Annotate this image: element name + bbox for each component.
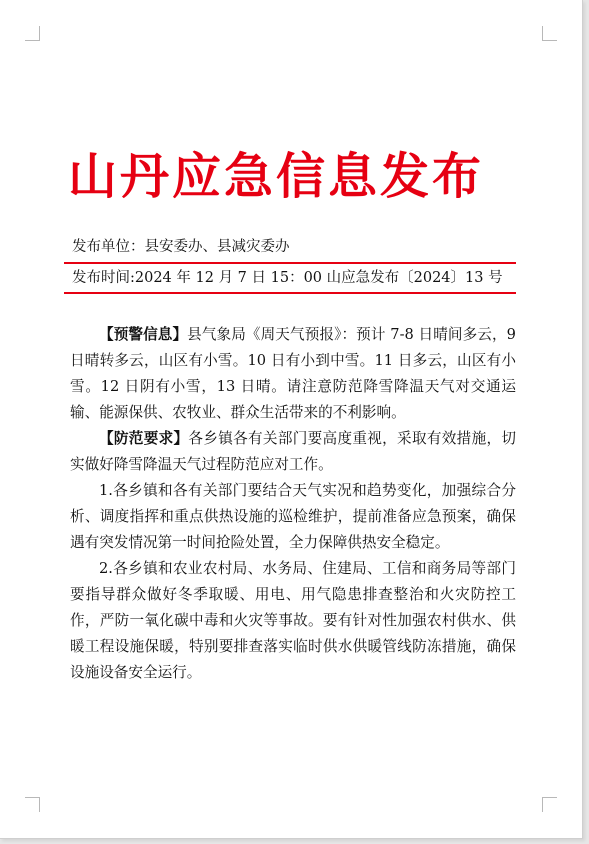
requirement-item-2: 2.各乡镇和农业农村局、水务局、住建局、工信和商务局等部门要指导群众做好冬季取暖、用电、用气隐患排查整治和火灾防控工作，严防一氧化碳中毒和火灾等事故。要有针对性加强农村供水、供暖工程设施保暖，特别要排查落实临时供水供暖管线防冻措施，确保设施设备安全运行。 bbox=[70, 560, 516, 681]
document-body bbox=[70, 322, 516, 686]
publish-time-line: 发布时间:2024 年 12 月 7 日 15：00 山应急发布〔2024〕13 号 bbox=[72, 270, 503, 286]
red-rule-lower bbox=[64, 292, 516, 294]
crop-mark-top-right bbox=[542, 26, 557, 41]
requirements-text: 各乡镇各有关部门要高度重视，采取有效措施，切实做好降雪降温天气过程防范应对工作。 bbox=[70, 430, 516, 473]
requirements-heading: 【防范要求】 bbox=[99, 430, 189, 447]
red-rule-upper bbox=[64, 262, 516, 264]
requirements-paragraph bbox=[70, 426, 516, 478]
crop-mark-bottom-right bbox=[542, 797, 557, 812]
publisher-line: 发布单位：县安委办、县减灾委办 bbox=[72, 239, 290, 255]
warning-text: 县气象局《周天气预报》：预计 7-8 日晴间多云，9 日晴转多云，山区有小雪。10 日有小到中雪。11 日多云，山区有小雪。12 日阴有小雪，13 日晴。请注意防范降雪降温天气对交通运输、能源保供、农牧业、群众生活带来的不利影响。 bbox=[70, 326, 516, 421]
crop-mark-top-left bbox=[25, 26, 40, 41]
requirement-item-1: 1.各乡镇和各有关部门要结合天气实况和趋势变化，加强综合分析、调度指挥和重点供热设施的巡检维护，提前准备应急预案，确保遇有突发情况第一时间抢险处置，全力保障供热安全稳定。 bbox=[70, 482, 516, 551]
warning-heading: 【预警信息】 bbox=[99, 326, 188, 343]
warning-paragraph bbox=[70, 322, 516, 426]
masthead-title: 山丹应急信息发布 bbox=[68, 147, 485, 205]
crop-mark-bottom-left bbox=[25, 797, 40, 812]
